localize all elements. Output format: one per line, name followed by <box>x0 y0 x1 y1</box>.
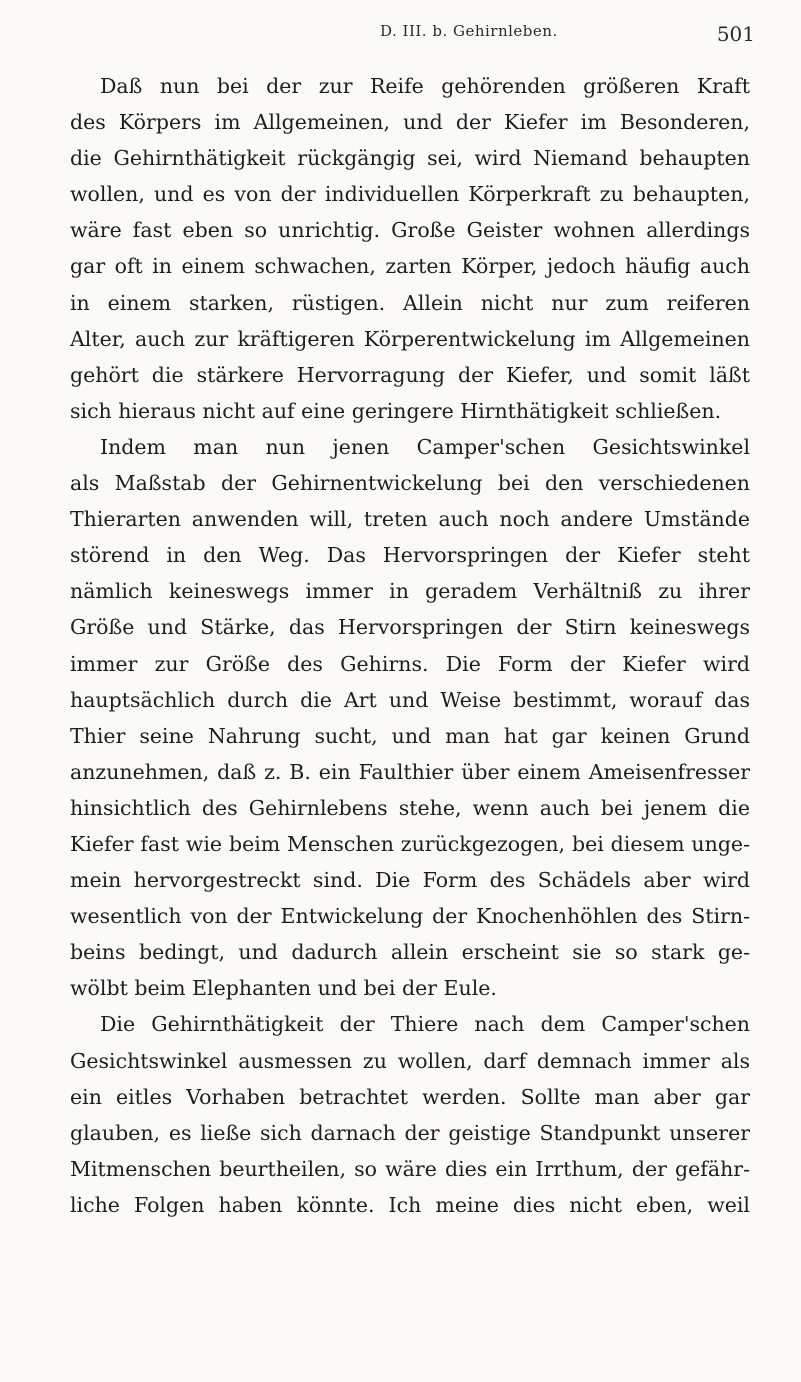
text-line: in einem starken, rüstigen. Allein nicht nur zum reiferen <box>70 290 750 315</box>
text-line: Alter, auch zur kräftigeren Körperentwickelung im Allgemeinen <box>70 326 750 351</box>
text-line: gehört die stärkere Hervorragung der Kiefer, und somit läßt <box>70 362 750 387</box>
text-line: beins bedingt, und dadurch allein erscheint sie so stark ge- <box>70 940 750 965</box>
text-line: gar oft in einem schwachen, zarten Körper, jedoch häufig auch <box>70 254 750 279</box>
text-line: Thier seine Nahrung sucht, und man hat gar keinen Grund <box>70 723 750 748</box>
text-line: sich hieraus nicht auf eine geringere Hirnthätigkeit schließen. <box>70 398 722 423</box>
text-line: nämlich keineswegs immer in geradem Verhältniß zu ihrer <box>70 579 750 604</box>
text-line: die Gehirnthätigkeit rückgängig sei, wird Niemand behaupten <box>70 146 750 171</box>
text-line: des Körpers im Allgemeinen, und der Kiefer im Besonderen, <box>70 110 750 135</box>
text-line: wollen, und es von der individuellen Körperkraft zu behaupten, <box>70 182 750 207</box>
page-number: 501 <box>716 22 755 46</box>
body-text <box>70 68 750 1223</box>
text-line: glauben, es ließe sich darnach der geistige Standpunkt unserer <box>70 1120 750 1145</box>
text-line: Größe und Stärke, das Hervorspringen der Stirn keineswegs <box>70 615 750 640</box>
text-line: anzunehmen, daß z. B. ein Faulthier über einem Ameisenfresser <box>70 759 750 784</box>
running-head <box>0 22 801 52</box>
text-line: immer zur Größe des Gehirns. Die Form der Kiefer wird <box>70 651 750 676</box>
text-line: mein hervorgestreckt sind. Die Form des Schädels aber wird <box>70 868 750 893</box>
text-line: Mitmenschen beurtheilen, so wäre dies ein Irrthum, der gefähr- <box>70 1156 750 1181</box>
text-line: hauptsächlich durch die Art und Weise bestimmt, worauf das <box>70 687 750 712</box>
text-line: hinsichtlich des Gehirnlebens stehe, wenn auch bei jenem die <box>70 795 750 820</box>
text-line: wölbt beim Elephanten und bei der Eule. <box>70 976 497 1001</box>
text-line: Daß nun bei der zur Reife gehörenden größeren Kraft <box>100 74 750 98</box>
text-line: Kiefer fast wie beim Menschen zurückgezogen, bei diesem unge- <box>70 831 750 856</box>
text-line: Die Gehirnthätigkeit der Thiere nach dem Camper'schen <box>100 1012 750 1037</box>
text-line: wäre fast eben so unrichtig. Große Geister wohnen allerdings <box>70 218 750 243</box>
text-line: wesentlich von der Entwickelung der Knochenhöhlen des Stirn- <box>70 904 750 929</box>
text-line: liche Folgen haben könnte. Ich meine dies nicht eben, weil <box>70 1192 750 1217</box>
text-line: Thierarten anwenden will, treten auch noch andere Umstände <box>70 507 750 532</box>
text-line: Indem man nun jenen Camper'schen Gesichtswinkel <box>100 434 750 459</box>
text-line: ein eitles Vorhaben betrachtet werden. Sollte man aber gar <box>70 1084 750 1109</box>
running-title: D. III. b. Gehirnleben. <box>380 22 558 40</box>
text-line: Gesichtswinkel ausmessen zu wollen, darf demnach immer als <box>70 1048 750 1073</box>
text-line: als Maßstab der Gehirnentwickelung bei den verschiedenen <box>70 471 750 496</box>
text-line: störend in den Weg. Das Hervorspringen der Kiefer steht <box>70 543 750 568</box>
